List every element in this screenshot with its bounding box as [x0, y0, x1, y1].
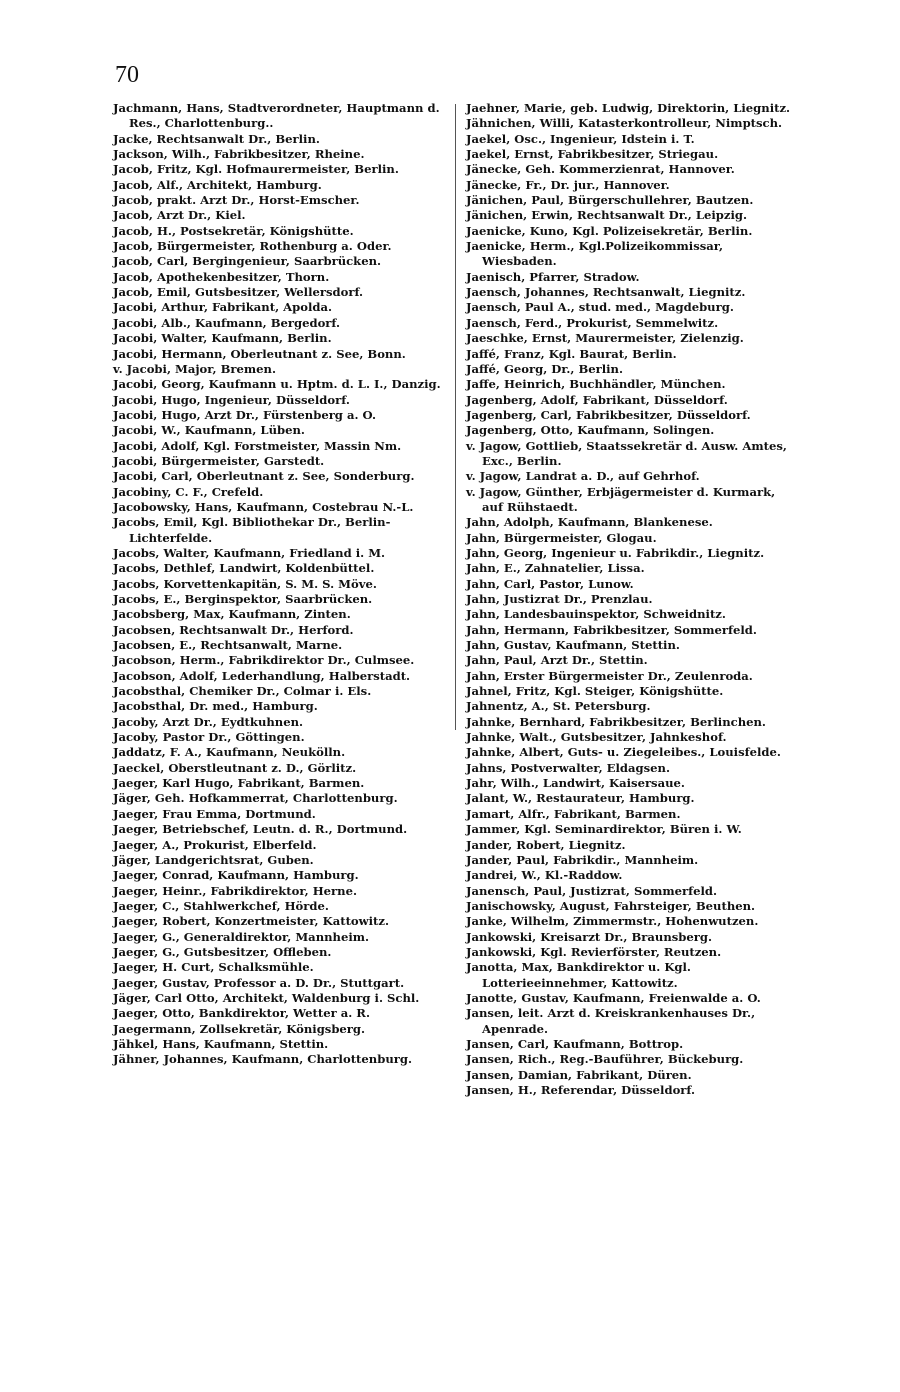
directory-entry: Jankowski, Kgl. Revierförster, Reutzen.	[466, 944, 722, 959]
directory-entry: Janotta, Max, Bankdirektor u. Kgl. Lotterieeinnehmer, Kattowitz.	[466, 960, 691, 990]
directory-entry: Jaensch, Johannes, Rechtsanwalt, Liegnitz.	[466, 285, 746, 300]
directory-entry: Jacobi, Hugo, Arzt Dr., Fürstenberg a. O.	[113, 407, 376, 422]
directory-entry: Jahns, Postverwalter, Eldagsen.	[466, 760, 670, 775]
directory-entry: Jansen, H., Referendar, Düsseldorf.	[466, 1083, 696, 1097]
directory-entry: Jaffé, Georg, Dr., Berlin.	[466, 361, 624, 376]
directory-entry: Jandrei, W., Kl.-Raddow.	[466, 868, 623, 883]
directory-entry: Jankowski, Kreisarzt Dr., Braunsberg.	[466, 929, 713, 944]
directory-entry: v. Jagow, Gottlieb, Staatssekretär d. Ausw. Amtes, Exc., Berlin.	[466, 438, 787, 468]
directory-entry: Jaeger, Robert, Konzertmeister, Kattowitz.	[113, 914, 390, 929]
directory-entry: Jaehner, Marie, geb. Ludwig, Direktorin, Liegnitz.	[466, 101, 791, 115]
directory-entry: Jacob, Apothekenbesitzer, Thorn.	[113, 269, 330, 284]
directory-entry: Janke, Wilhelm, Zimmermstr., Hohenwutzen.	[466, 914, 759, 929]
directory-entry: Jacke, Rechtsanwalt Dr., Berlin.	[113, 131, 320, 146]
directory-entry: Jaeger, H. Curt, Schalksmühle.	[113, 960, 314, 975]
directory-entry: Jaeckel, Oberstleutnant z. D., Görlitz.	[113, 760, 357, 775]
directory-entry: Jaeger, C., Stahlwerkchef, Hörde.	[113, 898, 329, 913]
directory-entry: Jagenberg, Otto, Kaufmann, Solingen.	[466, 423, 715, 438]
directory-entry: Jahn, Hermann, Fabrikbesitzer, Sommerfeld.	[466, 622, 757, 637]
directory-entry: v. Jacobi, Major, Bremen.	[113, 361, 277, 376]
directory-entry: Jahn, Justizrat Dr., Prenzlau.	[466, 592, 653, 606]
directory-entry: Jahnentz, A., St. Petersburg.	[466, 699, 651, 714]
directory-entry: Jaffe, Heinrich, Buchhändler, München.	[466, 377, 726, 392]
directory-entry: Jacoby, Pastor Dr., Göttingen.	[113, 730, 305, 745]
directory-entry: Jaffé, Franz, Kgl. Baurat, Berlin.	[466, 346, 677, 361]
directory-entry: v. Jagow, Landrat a. D., auf Gehrhof.	[466, 469, 700, 484]
directory-entry: Jänecke, Fr., Dr. jur., Hannover.	[466, 177, 670, 192]
directory-entry: Jacobsen, Rechtsanwalt Dr., Herford.	[113, 622, 354, 637]
directory-entry: Jähner, Johannes, Kaufmann, Charlottenburg.	[113, 1052, 412, 1067]
directory-entry: Janotte, Gustav, Kaufmann, Freienwalde a. O.	[466, 990, 761, 1005]
directory-entry: Jagenberg, Adolf, Fabrikant, Düsseldorf.	[466, 392, 728, 407]
directory-entry: Jansen, Rich., Reg.-Bauführer, Bückeburg.	[466, 1052, 744, 1067]
directory-entry: Jacob, Emil, Gutsbesitzer, Wellersdorf.	[113, 285, 364, 300]
directory-entry: Jacobs, Dethlef, Landwirt, Koldenbüttel.	[113, 561, 375, 576]
directory-entry: Jacobi, Alb., Kaufmann, Bergedorf.	[113, 315, 341, 330]
directory-entry: Jaekel, Osc., Ingenieur, Idstein i. T.	[466, 131, 695, 146]
directory-entry: Jänichen, Paul, Bürgerschullehrer, Bautzen.	[466, 193, 754, 208]
directory-entry: Jansen, leit. Arzt d. Kreiskrankenhauses Dr., Apenrade.	[466, 1006, 756, 1036]
directory-entry: Jaensch, Paul A., stud. med., Magdeburg.	[466, 300, 734, 315]
directory-entry: Jacobiny, C. F., Crefeld.	[113, 484, 264, 499]
directory-entry: Jacob, prakt. Arzt Dr., Horst-Emscher.	[113, 193, 360, 208]
directory-entry: Jänichen, Erwin, Rechtsanwalt Dr., Leipzig.	[466, 208, 748, 223]
directory-entry: Jacobsen, E., Rechtsanwalt, Marne.	[113, 638, 343, 653]
directory-entry: Jacobs, Emil, Kgl. Bibliothekar Dr., Berlin-Lichterfelde.	[113, 515, 391, 545]
directory-entry: Jänecke, Geh. Kommerzienrat, Hannover.	[466, 162, 735, 177]
directory-entry: Jahn, Erster Bürgermeister Dr., Zeulenroda.	[466, 668, 753, 683]
directory-entry: Jacoby, Arzt Dr., Eydtkuhnen.	[113, 714, 304, 729]
directory-entry: Jacobi, Adolf, Kgl. Forstmeister, Massin Nm.	[113, 438, 402, 453]
directory-entry: Jäger, Geh. Hofkammerrat, Charlottenburg.	[113, 791, 398, 806]
directory-entry: Jähkel, Hans, Kaufmann, Stettin.	[113, 1036, 329, 1051]
directory-entry: Jaenicke, Kuno, Kgl. Polizeisekretär, Berlin.	[466, 223, 753, 238]
directory-entry: Jaeger, Conrad, Kaufmann, Hamburg.	[113, 868, 359, 883]
directory-entry: Jacob, Alf., Architekt, Hamburg.	[113, 177, 322, 192]
directory-entry: Jaeschke, Ernst, Maurermeister, Zielenzig.	[466, 331, 744, 346]
directory-entry: Jaeger, Betriebschef, Leutn. d. R., Dortmund.	[113, 822, 408, 837]
directory-entry: Jacobi, Arthur, Fabrikant, Apolda.	[113, 300, 333, 315]
directory-entry: v. Jagow, Günther, Erbjägermeister d. Kurmark, auf Rühstaedt.	[466, 484, 776, 514]
directory-entry: Jacobs, E., Berginspektor, Saarbrücken.	[113, 592, 373, 606]
directory-entry: Jaeger, Karl Hugo, Fabrikant, Barmen.	[113, 776, 365, 791]
directory-entry: Jaensch, Ferd., Prokurist, Semmelwitz.	[466, 315, 719, 330]
directory-entry: Jaenicke, Herm., Kgl.Polizeikommissar, Wiesbaden.	[466, 239, 724, 269]
directory-entry: Jacobi, Walter, Kaufmann, Berlin.	[113, 331, 332, 346]
directory-entry: Jacobi, Carl, Oberleutnant z. See, Sonderburg.	[113, 469, 415, 484]
directory-entry: Jahnel, Fritz, Kgl. Steiger, Königshütte.	[466, 684, 724, 699]
directory-entry: Jahnke, Albert, Guts- u. Ziegeleibes., Louisfelde.	[466, 745, 781, 760]
directory-entry: Jackson, Wilh., Fabrikbesitzer, Rheine.	[113, 147, 365, 162]
directory-entry: Jäger, Carl Otto, Architekt, Waldenburg i. Schl.	[113, 990, 420, 1005]
directory-entry: Jahr, Wilh., Landwirt, Kaisersaue.	[466, 776, 685, 791]
directory-entry: Jahnke, Bernhard, Fabrikbesitzer, Berlinchen.	[466, 714, 766, 729]
directory-entry: Jaeger, Frau Emma, Dortmund.	[113, 806, 316, 821]
directory-entry: Jacobsberg, Max, Kaufmann, Zinten.	[113, 607, 351, 622]
directory-entry: Jäger, Landgerichtsrat, Guben.	[113, 852, 314, 867]
directory-entry: Jacobowsky, Hans, Kaufmann, Costebrau N.-L.	[113, 499, 414, 514]
directory-entry: Jacobi, W., Kaufmann, Lüben.	[113, 423, 305, 438]
directory-entry: Jahn, E., Zahnatelier, Lissa.	[466, 561, 645, 576]
directory-entry: Jahnke, Walt., Gutsbesitzer, Jahnkeshof.	[466, 730, 727, 745]
directory-entry: Jamart, Alfr., Fabrikant, Barmen.	[466, 806, 681, 821]
directory-entry: Jahn, Gustav, Kaufmann, Stettin.	[466, 638, 680, 653]
page-number: 70	[115, 62, 139, 88]
directory-entry: Jacobs, Korvettenkapitän, S. M. S. Möve.	[113, 576, 377, 591]
directory-entry: Jaeger, Gustav, Professor a. D. Dr., Stuttgart.	[113, 975, 405, 990]
directory-entry: Jacobs, Walter, Kaufmann, Friedland i. M.	[113, 545, 386, 560]
directory-entry: Janensch, Paul, Justizrat, Sommerfeld.	[466, 883, 718, 898]
directory-entry: Jacob, Arzt Dr., Kiel.	[113, 208, 246, 223]
directory-entry: Jaddatz, F. A., Kaufmann, Neukölln.	[113, 745, 346, 760]
left-column	[113, 101, 446, 1068]
directory-entry: Jahn, Carl, Pastor, Lunow.	[466, 576, 634, 591]
directory-entry: Jalant, W., Restaurateur, Hamburg.	[466, 791, 695, 806]
directory-entry: Jacob, H., Postsekretär, Königshütte.	[113, 223, 354, 238]
directory-entry: Jaegermann, Zollsekretär, Königsberg.	[113, 1021, 366, 1036]
directory-entry: Jaeger, A., Prokurist, Elberfeld.	[113, 837, 317, 852]
directory-entry: Jaekel, Ernst, Fabrikbesitzer, Striegau.	[466, 147, 719, 162]
directory-entry: Jacobi, Hermann, Oberleutnant z. See, Bonn.	[113, 346, 406, 361]
directory-entry: Jaeger, Heinr., Fabrikdirektor, Herne.	[113, 883, 358, 898]
directory-entry: Jachmann, Hans, Stadtverordneter, Hauptmann d. Res., Charlottenburg..	[113, 101, 440, 131]
directory-entry: Jahn, Georg, Ingenieur u. Fabrikdir., Liegnitz.	[466, 545, 765, 560]
directory-entry: Jansen, Carl, Kaufmann, Bottrop.	[466, 1036, 684, 1051]
directory-entry: Jacobson, Adolf, Lederhandlung, Halberstadt.	[113, 668, 411, 683]
directory-entry: Jahn, Paul, Arzt Dr., Stettin.	[466, 653, 648, 668]
directory-entry: Jacobsthal, Dr. med., Hamburg.	[113, 699, 318, 714]
directory-entry: Jaeger, G., Generaldirektor, Mannheim.	[113, 929, 370, 944]
directory-entry: Jacobi, Bürgermeister, Garstedt.	[113, 453, 325, 468]
directory-entry: Jahn, Bürgermeister, Glogau.	[466, 530, 657, 545]
directory-entry: Jahn, Adolph, Kaufmann, Blankenese.	[466, 515, 713, 530]
directory-entry: Jammer, Kgl. Seminardirektor, Büren i. W.	[466, 822, 742, 837]
directory-entry: Jacobson, Herm., Fabrikdirektor Dr., Culmsee.	[113, 653, 415, 668]
directory-entry: Jahn, Landesbauinspektor, Schweidnitz.	[466, 607, 726, 622]
directory-entry: Jacob, Carl, Bergingenieur, Saarbrücken.	[113, 254, 382, 269]
directory-entry: Jander, Robert, Liegnitz.	[466, 837, 626, 852]
directory-entry: Jacob, Bürgermeister, Rothenburg a. Oder.	[113, 239, 392, 254]
directory-entry: Jacobi, Hugo, Ingenieur, Düsseldorf.	[113, 392, 350, 407]
directory-entry: Jander, Paul, Fabrikdir., Mannheim.	[466, 852, 699, 867]
directory-entry: Jaenisch, Pfarrer, Stradow.	[466, 269, 640, 284]
directory-entry: Jacobsthal, Chemiker Dr., Colmar i. Els.	[113, 684, 372, 699]
directory-entry: Jaeger, Otto, Bankdirektor, Wetter a. R.	[113, 1006, 370, 1021]
directory-entry: Jacobi, Georg, Kaufmann u. Hptm. d. L. I., Danzig.	[113, 377, 441, 392]
directory-entry: Jacob, Fritz, Kgl. Hofmaurermeister, Berlin.	[113, 162, 399, 177]
right-column	[466, 101, 799, 1098]
directory-entry: Jansen, Damian, Fabrikant, Düren.	[466, 1067, 692, 1082]
directory-entry: Jaeger, G., Gutsbesitzer, Offleben.	[113, 944, 332, 959]
directory-entry: Jagenberg, Carl, Fabrikbesitzer, Düsseldorf.	[466, 407, 751, 422]
directory-entry: Janischowsky, August, Fahrsteiger, Beuthen.	[466, 898, 756, 913]
directory-entry: Jähnichen, Willi, Katasterkontrolleur, Nimptsch.	[466, 116, 783, 131]
column-divider	[455, 104, 456, 730]
